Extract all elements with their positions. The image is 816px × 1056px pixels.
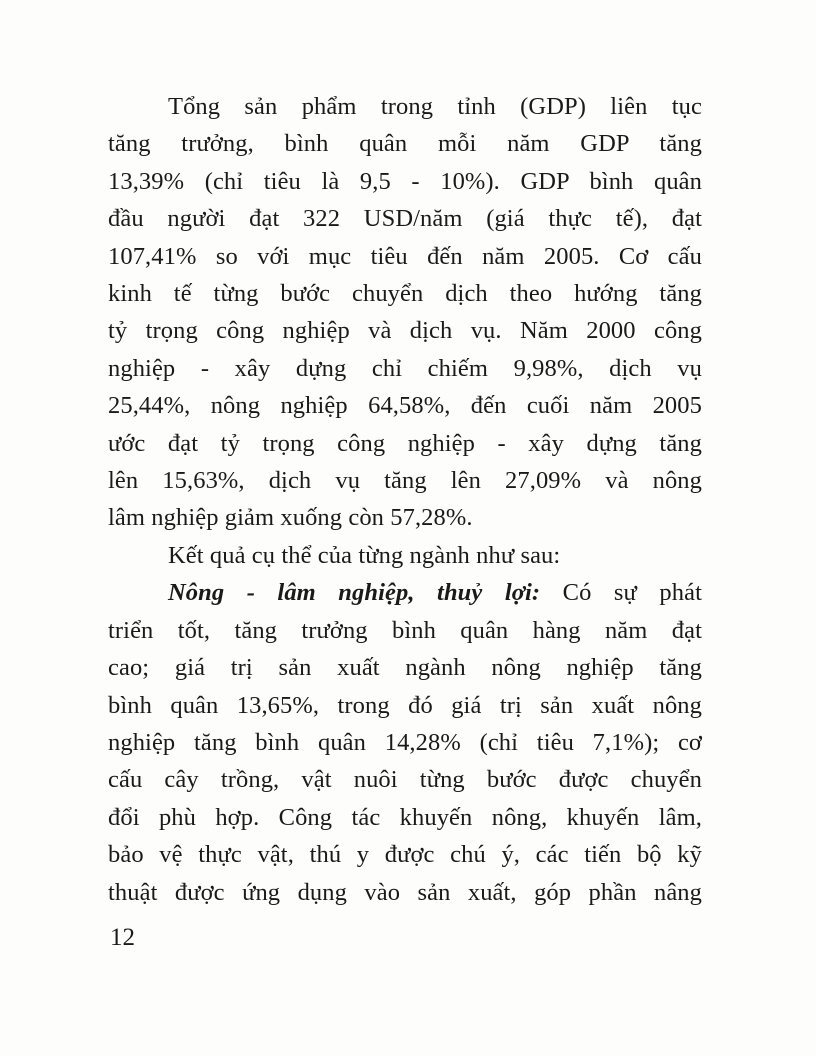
text-line: 13,39% (chỉ tiêu là 9,5 - 10%). GDP bình quân [108, 167, 702, 195]
section-heading-lead: Nông - lâm nghiệp, thuỷ lợi: [168, 579, 541, 607]
text-line: cao; giá trị sản xuất ngành nông nghiệp tăng [108, 654, 702, 682]
text-line: tỷ trọng công nghiệp và dịch vụ. Năm 2000 công [108, 317, 702, 345]
text-line: 107,41% so với mục tiêu đến năm 2005. Cơ cấu [108, 242, 702, 270]
text-line: bảo vệ thực vật, thú y được chú ý, các tiến bộ kỹ [108, 841, 702, 869]
text-line: cấu cây trồng, vật nuôi từng bước được chuyển [108, 766, 702, 794]
text-line: 25,44%, nông nghiệp 64,58%, đến cuối năm 2005 [108, 392, 702, 420]
text-line: triển tốt, tăng trưởng bình quân hàng năm đạt [108, 616, 702, 644]
text-line: thuật được ứng dụng vào sản xuất, góp phần nâng [108, 878, 702, 906]
text-line: Tổng sản phẩm trong tỉnh (GDP) liên tục [168, 93, 702, 120]
text-line: lên 15,63%, dịch vụ tăng lên 27,09% và nông [108, 467, 702, 495]
text-line: Kết quả cụ thể của từng ngành như sau: [168, 541, 561, 569]
text-line: tăng trưởng, bình quân mỗi năm GDP tăng [108, 130, 702, 158]
text-line: lâm nghiệp giảm xuống còn 57,28%. [108, 504, 473, 532]
text-line: ước đạt tỷ trọng công nghiệp - xây dựng tăng [108, 429, 702, 457]
text-line: đổi phù hợp. Công tác khuyến nông, khuyến lâm, [108, 803, 702, 831]
page-number: 12 [110, 924, 135, 951]
text-line: đầu người đạt 322 USD/năm (giá thực tế), đạt [108, 205, 702, 233]
text-line: bình quân 13,65%, trong đó giá trị sản xuất nông [108, 691, 702, 719]
text-line: nghiệp - xây dựng chỉ chiếm 9,98%, dịch vụ [108, 354, 702, 382]
text-line: kinh tế từng bước chuyển dịch theo hướng tăng [108, 280, 702, 308]
lead-rest-text: Có sự phát [562, 579, 702, 607]
text-line: nghiệp tăng bình quân 14,28% (chỉ tiêu 7,1%); cơ [108, 728, 702, 756]
text-column [108, 88, 702, 911]
text-line [108, 574, 702, 611]
